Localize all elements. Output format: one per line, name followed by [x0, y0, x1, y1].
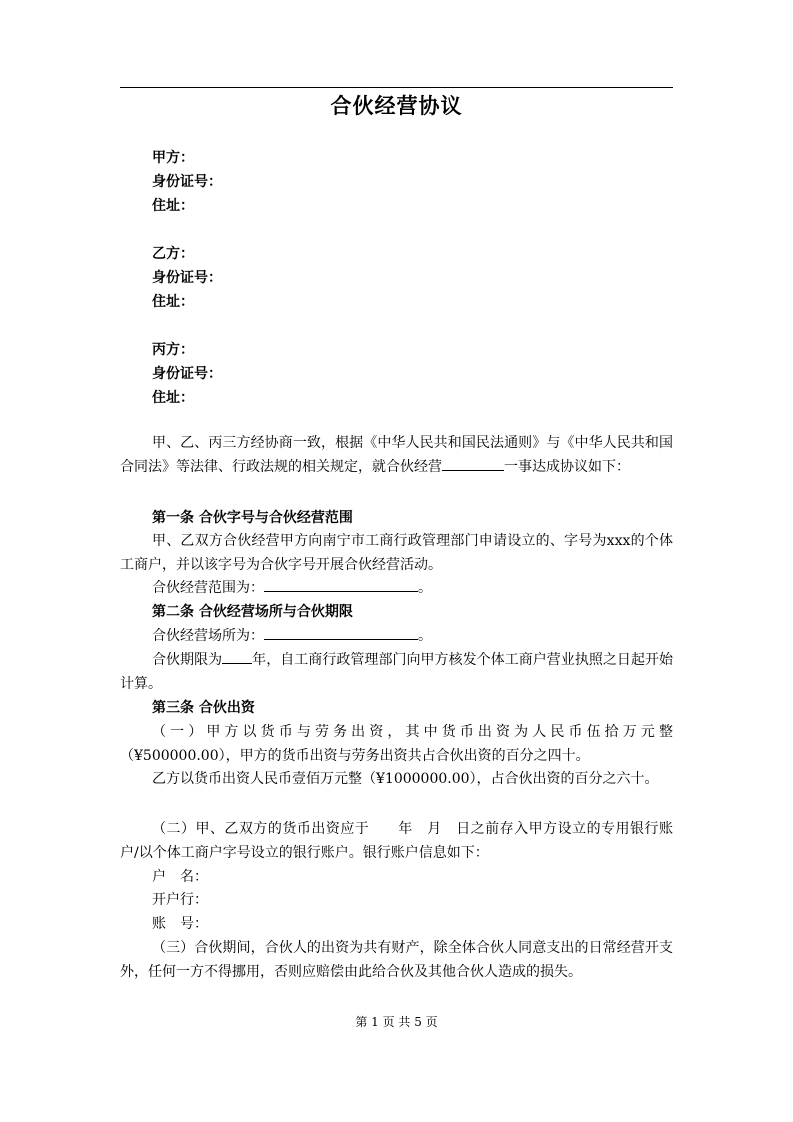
term-text-start: 合伙期限为 — [152, 652, 223, 668]
party-b-id-label: 身份证号： — [152, 270, 222, 286]
party-b-address-label: 住址： — [152, 294, 194, 310]
article-3-paragraph-1: （一）甲方以货币与劳务出资，其中货币出资为人民币伍拾万元整（¥500000.00），甲方的货币出资与劳务出资共占合伙出资的百分之四十。 — [120, 724, 673, 764]
article-2-heading: 第二条 合伙经营场所与合伙期限 — [152, 604, 353, 620]
party-a-address-label: 住址： — [152, 198, 194, 214]
article-3-paragraph-4: （三）合伙期间，合伙人的出资为共有财产，除全体合伙人同意支出的日常经营开支外，任何一方不得挪用，否则应赔偿由此给合伙及其他合伙人造成的损失。 — [120, 940, 673, 980]
party-b-name-label: 乙方： — [152, 246, 194, 262]
business-place-label: 合伙经营场所为： — [152, 628, 264, 644]
document-title: 合伙经营协议 — [330, 94, 463, 118]
bank-line: 开户行： — [152, 892, 208, 908]
party-a-id-label: 身份证号： — [152, 174, 222, 190]
party-c-name-label: 丙方： — [152, 342, 194, 358]
intro-text-start: 甲、乙、丙三方经协商一致，根据《中华人民共和国民法通则》与《中华人民共和国合同法》等法律、行政法规的相关规定，就合伙经营 — [120, 435, 673, 475]
party-c-id-label: 身份证号： — [152, 366, 222, 382]
account-number-line: 账 号： — [152, 916, 208, 932]
article-1-paragraph: 甲、乙双方合伙经营甲方向南宁市工商行政管理部门申请设立的、字号为xxx的个体工商户，并以该字号为合伙字号开展合伙经营活动。 — [120, 533, 673, 573]
partnership-term-paragraph — [120, 649, 673, 696]
business-place-end: 。 — [418, 628, 432, 644]
business-scope-line — [120, 577, 673, 601]
account-name-line: 户 名： — [152, 869, 208, 885]
intro-text-end: 一事达成协议如下： — [504, 458, 630, 475]
header-rule — [120, 87, 673, 88]
party-c-address-label: 住址： — [152, 390, 194, 406]
page-number: 第 1 页 共 5 页 — [355, 1015, 438, 1029]
business-scope-end: 。 — [418, 580, 432, 596]
term-years-blank — [222, 649, 252, 664]
business-place-blank — [264, 625, 418, 640]
business-scope-label: 合伙经营范围为： — [152, 580, 264, 596]
business-scope-blank — [264, 577, 418, 592]
article-3-heading: 第三条 合伙出资 — [152, 700, 255, 716]
article-3-paragraph-2: 乙方以货币出资人民币壹佰万元整（¥1000000.00），占合伙出资的百分之六十。 — [152, 771, 659, 787]
business-place-line — [120, 625, 673, 649]
term-text-end: 年，自工商行政管理部门向甲方核发个体工商户营业执照之日起开始计算。 — [120, 652, 674, 692]
party-a-name-label: 甲方： — [152, 150, 194, 166]
business-blank — [442, 456, 504, 471]
intro-paragraph — [120, 432, 673, 479]
article-3-paragraph-3: （二）甲、乙双方的货币出资应于 年 月 日之前存入甲方设立的专用银行账户/以个体工商户字号设立的银行账户。银行账户信息如下： — [120, 821, 673, 861]
article-1-heading: 第一条 合伙字号与合伙经营范围 — [152, 510, 353, 526]
